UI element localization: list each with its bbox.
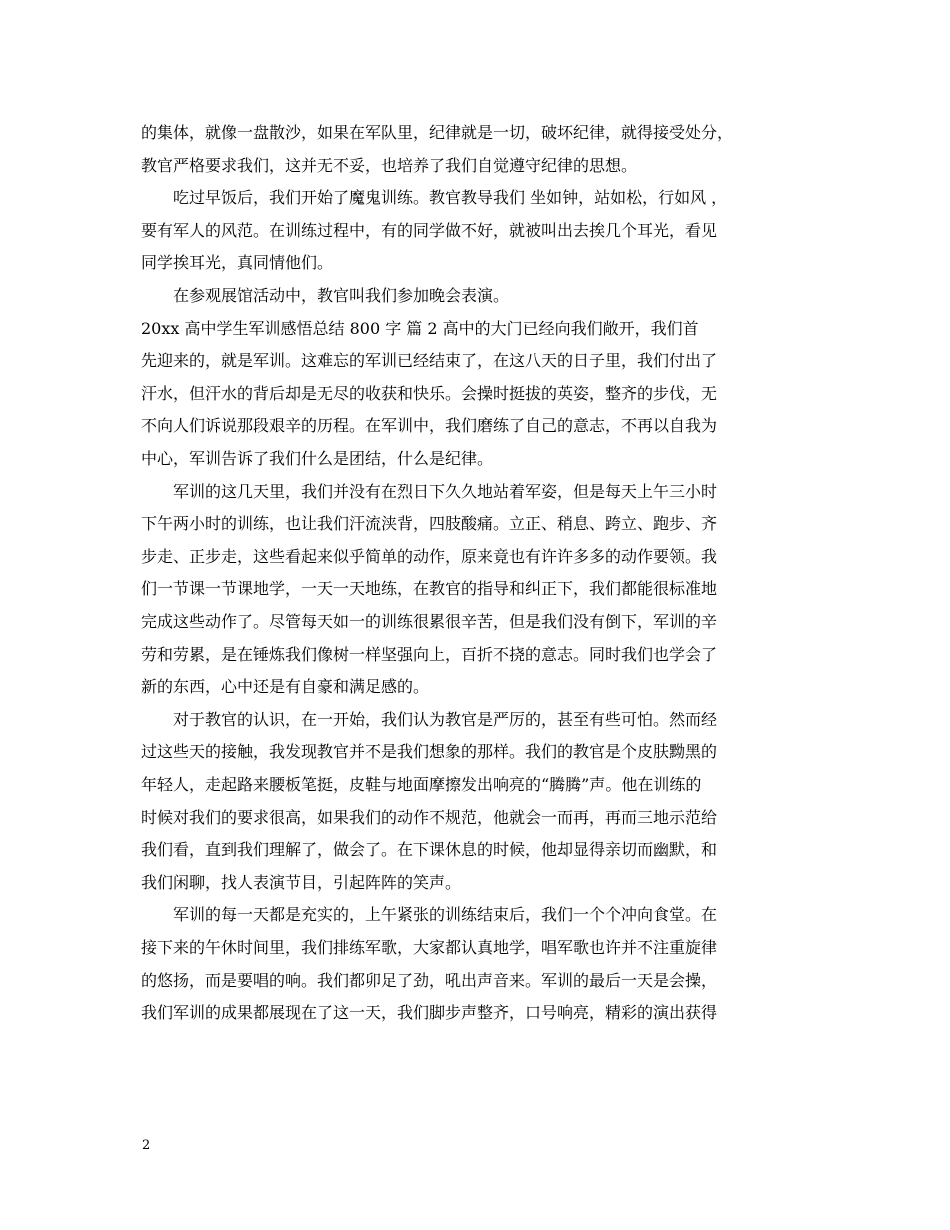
paragraph-first-line: 军训的每一天都是充实的，上午紧张的训练结束后，我们一个个冲向食堂。在 [173,905,718,925]
text-line: 年轻人，走起路来腰板笔挺，皮鞋与地面摩擦发出响亮的“腾腾”声。他在训练的 [141,775,702,794]
text-line: 先迎来的，就是军训。这难忘的军训已经结束了，在这八天的日子里，我们付出了 [141,351,718,371]
text-line: 接下来的午休时间里，我们排练军歌，大家都认真地学，唱军歌也许并不注重旋律 [141,938,718,957]
text-line: 我们看，直到我们理解了，做会了。在下课休息的时候，他却显得亲切而幽默，和 [141,840,718,860]
text-line: 中心，军训告诉了我们什么是团结，什么是纪律。 [141,449,494,468]
text-line: 新的东西，心中还是有自豪和满足感的。 [141,677,430,697]
text-line: 劳和劳累，是在锤炼我们像树一样坚强向上，百折不挠的意志。同时我们也学会了 [141,644,718,664]
text-line: 不向人们诉说那段艰辛的历程。在军训中，我们磨练了自己的意志，不再以自我为 [141,416,718,436]
paragraph-first-line: 对于教官的认识，在一开始，我们认为教官是严厉的，甚至有些可怕。然而经 [173,709,718,729]
text-line: 同学挨耳光，真同情他们。 [141,253,334,273]
text-line: 步走、正步走，这些看起来似乎简单的动作，原来竟也有许许多多的动作要领。我 [141,546,718,566]
text-line: 汗水，但汗水的背后却是无尽的收获和快乐。会操时挺拔的英姿，整齐的步伐，无 [141,383,718,403]
paragraph-first-line: 军训的这几天里，我们并没有在烈日下久久地站着军姿，但是每天上午三小时 [173,481,718,501]
text-line: 教官严格要求我们，这并无不妥，也培养了我们自觉遵守纪律的思想。 [141,155,638,175]
paragraph-first-line: 在参观展馆活动中，教官叫我们参加晚会表演。 [173,286,510,305]
text-line: 我们闲聊，找人表演节目，引起阵阵的笑声。 [141,872,462,892]
text-line: 我们军训的成果都展现在了这一天，我们脚步声整齐，口号响亮，精彩的演出获得 [141,1003,718,1023]
page-number: 2 [142,1138,151,1153]
text-line: 要有军人的风范。在训练过程中，有的同学做不好，就被叫出去挨几个耳光，看见 [141,220,718,240]
text-line: 们一节课一节课地学，一天一天地练，在教官的指导和纠正下，我们都能很标准地 [141,579,718,599]
text-line: 完成这些动作了。尽管每天如一的训练很累很辛苦，但是我们没有倒下，军训的辛 [141,612,718,631]
text-line: 下午两小时的训练，也让我们汗流浃背，四肢酸痛。立正、稍息、跨立、跑步、齐 [141,514,718,534]
text-line: 20xx 高中学生军训感悟总结 800 字 篇 2 高中的大门已经向我们敞开，我们首 [141,318,699,338]
text-line: 过这些天的接触，我发现教官并不是我们想象的那样。我们的教官是个皮肤黝黑的 [141,742,718,762]
text-line: 时候对我们的要求很高，如果我们的动作不规范，他就会一而再，再而三地示范给 [141,807,718,827]
text-line: 的集体，就像一盘散沙，如果在军队里，纪律就是一切，破坏纪律，就得接受处分， [141,123,734,142]
paragraph-first-line: 吃过早饭后，我们开始了魔鬼训练。教官教导我们 坐如钟，站如松，行如风 ， [173,188,728,208]
text-line: 的悠扬，而是要唱的响。我们都卯足了劲，吼出声音来。军训的最后一天是会操， [141,970,718,990]
